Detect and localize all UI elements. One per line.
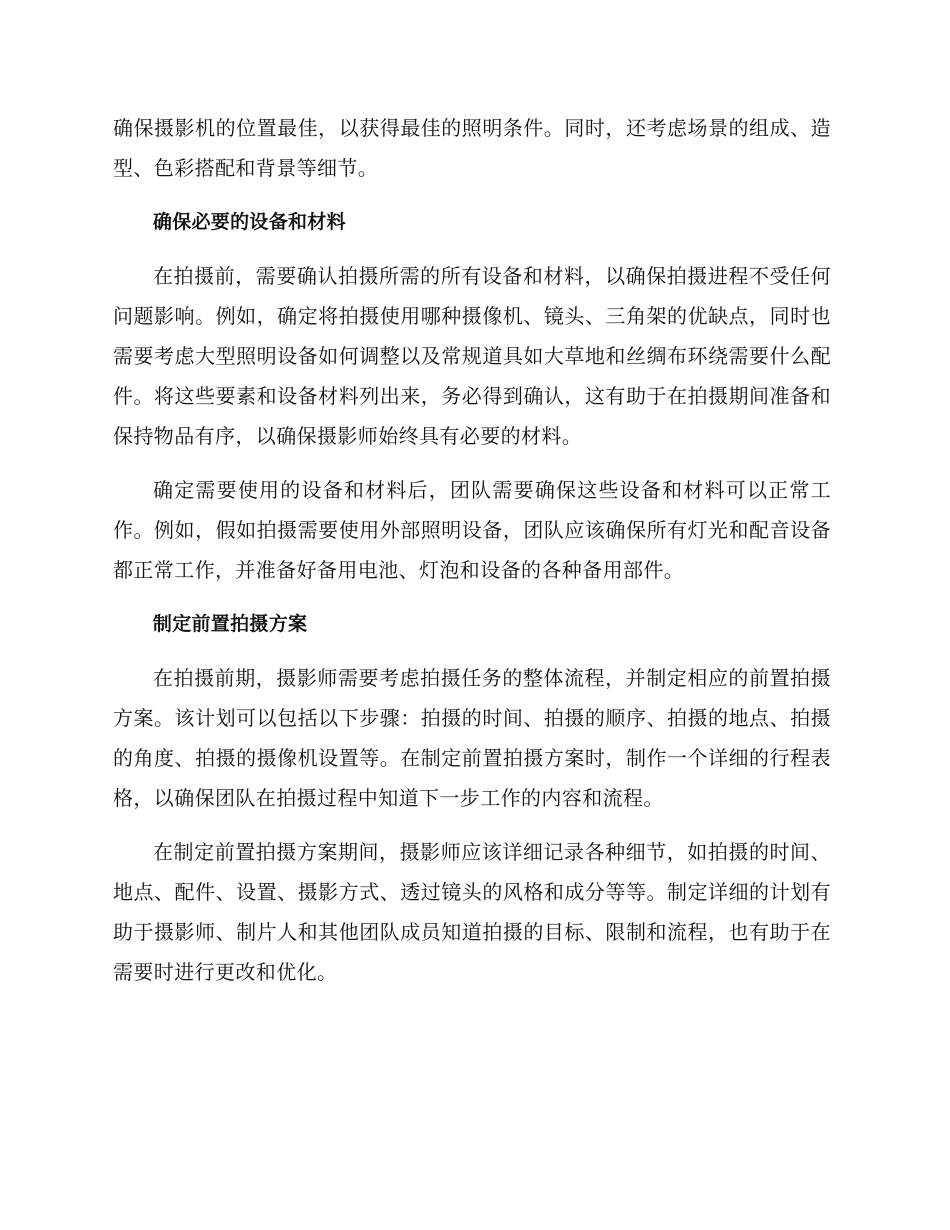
paragraph-shooting-plan: 在拍摄前期，摄影师需要考虑拍摄任务的整体流程，并制定相应的前置拍摄方案。该计划可以包括以下步骤：拍摄的时间、拍摄的顺序、拍摄的地点、拍摄的角度、拍摄的摄像机设置等。在制定前置拍摄方案时，制作一个详细的行程表格，以确保团队在拍摄过程中知道下一步工作的内容和流程。	[113, 666, 831, 810]
section-heading-shooting-plan: 制定前置拍摄方案	[152, 613, 308, 635]
section-heading-equipment: 确保必要的设备和材料	[152, 211, 346, 233]
paragraph-equipment-list: 在拍摄前，需要确认拍摄所需的所有设备和材料，以确保拍摄进程不受任何问题影响。例如，确定将拍摄使用哪种摄像机、镜头、三角架的优缺点，同时也需要考虑大型照明设备如何调整以及常规道具如大草地和丝绸布环绕需要什么配件。将这些要素和设备材料列出来，务必得到确认，这有助于在拍摄期间准备和保持物品有序，以确保摄影师始终具有必要的材料。	[113, 264, 831, 448]
document-body	[113, 108, 831, 992]
paragraph-equipment-check: 确定需要使用的设备和材料后，团队需要确保这些设备和材料可以正常工作。例如，假如拍摄需要使用外部照明设备，团队应该确保所有灯光和配音设备都正常工作，并准备好备用电池、灯泡和设备的各种备用部件。	[113, 478, 831, 582]
paragraph-plan-details: 在制定前置拍摄方案期间，摄影师应该详细记录各种细节，如拍摄的时间、地点、配件、设置、摄影方式、透过镜头的风格和成分等等。制定详细的计划有助于摄影师、制片人和其他团队成员知道拍摄的目标、限制和流程，也有助于在需要时进行更改和优化。	[113, 840, 831, 984]
paragraph-camera-position: 确保摄影机的位置最佳，以获得最佳的照明条件。同时，还考虑场景的组成、造型、色彩搭配和背景等细节。	[113, 116, 831, 180]
